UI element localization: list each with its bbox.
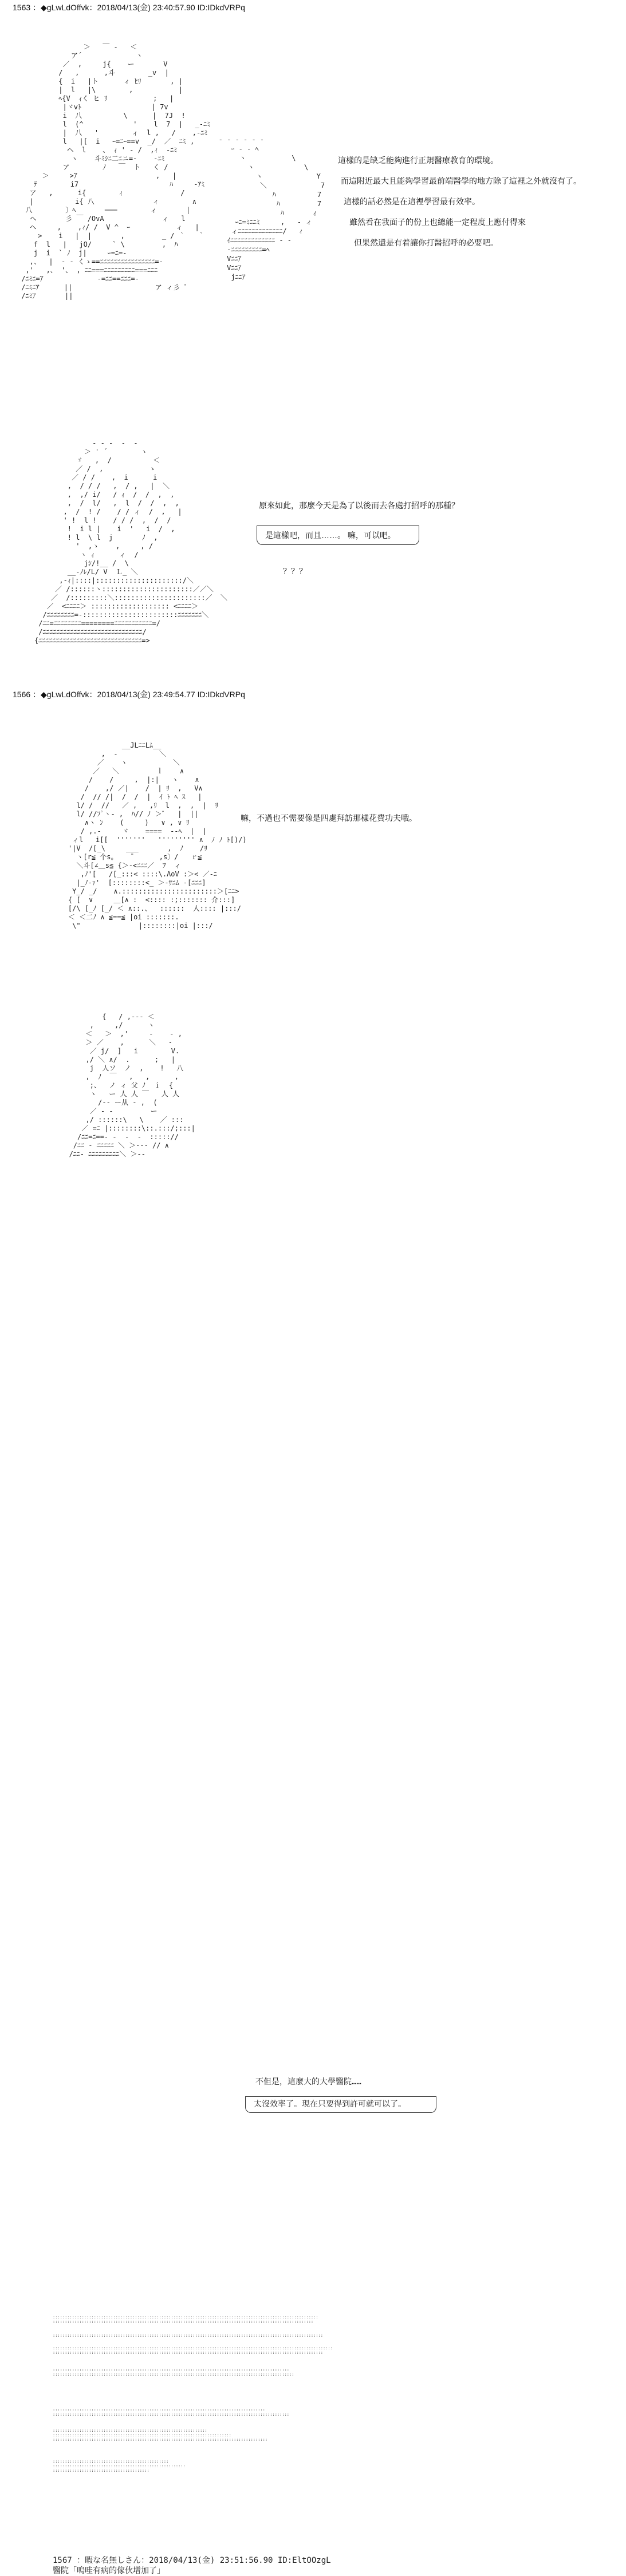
- post-4-text: 不但是，這麼大的大學醫院……: [255, 2077, 361, 2087]
- bubble-text: 是這樣吧，而且……。 嘛，可以吧。: [257, 526, 419, 545]
- post-1563-line-3: 這樣的話必然是在這裡學習最有效率。: [344, 197, 480, 206]
- speech-bubble-1: [257, 526, 419, 545]
- ascii-art-character-1: ＞ ￣ ‐ ＜ ア´ ヽ ／ , j{ ー V / , ,斗 _v | { i |ト ィ ﾋﾘ , | | l |\ , | ﾍ{V ｨく ヒ ﾘ ; | |ヾvﾄ | 7v i 八 \ | 7J ! l (^ ' l 7 | _-ﾆﾐ | 八 ' ィ l , / ,‐ﾆﾐ l |[ i ｰ=ﾆｰ==v _/ ／ ﾆﾐ , ヘ l 、 ｨ ' ‐ / ,ｨ ‐ﾆﾐ ヽ 斗ﾐｼﾆ二ﾆニ=‐ ‐ﾆﾐ ア ﾉ ￣ ト く / ＞ >ｱ , | ﾃ i7 ﾊ ‐ｱﾐ ア , i{ ｨ / | i{ 八 ィ ∧ 八 〕ﾍ ─── ィ | ヘ 彡 ￣ /OvA ィ l ヘ , ,ｨ/ / V ^ ｰ ィ | > i | | , _ / ｀ ｀ f l | jO/ ` \ , ﾊ j i ` ﾉ j| ｰ=ﾆ=‐ ,、 | ‐ ‐ くゝ==ﾆﾆﾆﾆﾆﾆﾆﾆﾆﾆﾆﾆﾆﾆﾆﾆ=‐ ,' ,、 '、 , ﾆﾆ===ﾆﾆﾆﾆﾆﾆﾆﾆﾆ===ﾆﾆﾆ /ﾆﾐﾆ=ｱ ‐=ﾆﾆ==ﾆﾆﾆ=‐ /ﾆﾐﾆｱ || ア ィ彡 ﾞ /ﾆﾐｱ ||: [21, 43, 211, 300]
- post-1563-line-1: 這樣的是缺乏能夠進行正規醫療教育的環境。: [338, 156, 498, 165]
- filler-dots-7: :::::::::::::::::::::::::::::::::::::::::::::::: ::::::::::::::::::::::::::::::::::::::::::::::::::::::: ::::::::::::::::::::::::::::::::::::::::: [53, 2459, 186, 2473]
- filler-dots-4: :::::::::::::::::::::::::::::::::::::::::::::::::::::::::::::::::::::::::::::::::::::::::::::::::: ::::::::::::::::::::::::::::::::::::::::::::::::::::::::::::::::::::::::::::::::::::::::::::::::::::: [53, 2368, 294, 2377]
- speech-bubble-2: [245, 2096, 436, 2113]
- post-header-1563: 1563 ：◆gLwLdOffvk：2018/04/13(金) 23:40:57.90 ID:IDkdVRPq: [13, 3, 245, 12]
- ascii-art-character-1-right: ‐ ‐ ‐ ‐ ‐ ‐ ｰ ‐ ‐ ﾍ ヽ \ ヽ \ ヽ Y ＼ 7 ﾊ 7 ﾊ 7 ﾊ ｨ ｰﾆ=ﾐﾆﾆﾐ , ‐ ィ ィﾆﾆﾆﾆﾆﾆﾆﾆﾆﾆﾆﾆﾆ/ ｨ ｲﾆﾆﾆﾆﾆﾆﾆﾆﾆﾆﾆﾆﾆ ‐ ‐ ‐ﾆﾆﾆﾆﾆﾆﾆﾆﾆ=ﾍ Vﾆﾆｱ Vﾆﾆｱ jﾆﾆｱ: [218, 136, 325, 281]
- post-2-text: 原來如此，那麼今天是為了以後而去各處打招呼的那種？: [259, 501, 459, 510]
- post-1563-line-4: 雖然看在我面子的份上也總能一定程度上應付得來: [349, 218, 526, 227]
- filler-dots-6: :::::::::::::::::::::::::::::::::::::::::::::::::::::::::::::::: :::::::::::::::::::::::::::::::::::::::::::::::::::::::::::::::::::::::::: :::::::::::::::::::::::::::::::::::::::::::::::::::::::::::::::::::::::::::::::::::::::::: [53, 2428, 268, 2442]
- filler-dots-2: ::::::::::::::::::::::::::::::::::::::::::::::::::::::::::::::::::::::::::::::::::::::::::::::::::::::::::::::::: [53, 2333, 324, 2338]
- post-header-1566: 1566 ：◆gLwLdOffvk：2018/04/13(金) 23:49:54.77 ID:IDkdVRPq: [13, 690, 245, 699]
- post-1563-text: [338, 150, 581, 253]
- ascii-art-character-4: { / ,‐‐‐ ＜ , ,/ ヽ ＜ ＞ ,' ‐ ‐ , ＞ ／ , ＼ ‐ ／ j/ ] i V. ,/ ＼ ∧/ . ; | j 人ソ ノ , ! 八 , ﾉ ￣ , , , ;、 ノ ィ 父 ﾉ ｉ { ヽ ー 人 人 ￣ 人 人 /‐‐ ー从 ‐ , ( ／ ‐ ‐ ー ,/ ::::::\ \ ／ ::: ／ =ﾆ |::::::::\::.:::/;:::| /ﾆﾆ=ﾆ==‐ ‐ ‐ ‐ :::::// /ﾆﾆ ‐ ﾆﾆﾆﾆﾆ ＼ ＞‐‐‐ // ∧ /ﾆﾆ‐ ﾆﾆﾆﾆﾆﾆﾆﾆﾆ＼ ＞‐‐ 不但是，這麼大的大學醫院…… 太沒效率了。現在只要得到許可就可以了。 :::::::::::::::::::::::::::::::::::::::::::::::::::::::::::::::::::::::::::::::::::::::::::::::::::::::::::::: :::::::::::::::::::::::::::::::::::::::::::::::::::::::::::::::::::::::::::::::::::::::::::::::::::::::::::: :::::::::::::::::::::::::::::::::::::::::::::::::::::::::::::::::::::::::::::::::::::::::::::::::::::::::::::::: :::::::::::::::::::::::::::::::::::::::::::::::::::::::::::::::::::::::::::::::::::::::::::::::::::::::::::::::::::: :::::::::::::::::::::::::::::::::::::::::::::::::::::::::::::::::::::::::::::::::::::::::::::::::::::::::::::::: :::::::::::::::::::::::::::::::::::::::::::::::::::::::::::::::::::::::::::::::::::::::::::::::::: :::::::::::::::::::::::::::::::::::::::::::::::::::::::::::::::::::::::::::::::::::::::::::::::::::: :::::::::::::::::::::::::::::::::::::::::::::::::::::::::::::::::::::::::::::::::::::::: :::::::::::::::::::::::::::::::::::::::::::::::::::::::::::::::::::::::::::::::::::::::::::::::::: :::::::::::::::::::::::::::::::::::::::::::::::::::::::::::::::: :::::::::::::::::::::::::::::::::::::::::::::::::::::::::::::::::::::::::: ::::::::::::::::::::::::::::::::::::::::::::::::::::::::::::::::::::::::::::::::::::::::: :::::::::::::::::::::::::::::::::::::::::::::::: ::::::::::::::::::::::::::::::::::::::::::::::::::::::: :::::::::::::::::::::::::::::::::::::::: 1567 ：暇な名無しさん：2018/04/13(金) 23:51:56.90 ID:EltOOzgL 醫院「嗚哇有病的傢伙增加了」: [40, 1004, 195, 1339]
- post-3-text: 嘛，不過也不需要像是四處拜訪那樣花費功夫哦。: [241, 813, 417, 823]
- post-1567-body: 醫院「嗚哇有病的傢伙增加了」: [53, 2566, 165, 2575]
- post-1563-line-2: 而這附近最大且能夠學習最前端醫學的地方除了這裡之外就沒有了。: [341, 176, 581, 185]
- ascii-art-character-2: ‐ ‐ ‐ ‐ ‐ ＞ ' ´ ヽ ゞ , / ＜ ／ / , ゝ ／ / / , i i , / / / , / , | ＼ , ,/ i/ / ｨ / / , , , / l/ , l / / , , , / ! / / / ィ / , | ' ! l ! / / / , / / ! i l | i ' i / , ! l \ l j ﾉ , ' ,ゝ , , / ヽ ｨ ィ / jｼ/!__ / \ __‐ﾉﾚ/L/ V Ｌ_ ＼ ,-ｨ|::::|:::::::::::::::::::::/＼ ／ /::::::ヽ::::::::::::::::::::::／／＼ ／ /:::::::::＼::::::::::::::::::::::／ ＼ ／ <ﾆﾆﾆﾆ＞ ::::::::::::::::::: <ﾆﾆﾆﾆ＞ /ﾆﾆﾆﾆﾆﾆﾆﾆ=‐:::::::::::::::::::::::ﾆﾆﾆﾆﾆﾆﾆ＼ /ﾆﾆ=ﾆﾆﾆﾆﾆﾆﾆﾆ========ﾆﾆﾆﾆﾆﾆﾆﾆﾆﾆﾆ=/ /ﾆﾆﾆﾆﾆﾆﾆﾆﾆﾆﾆﾆﾆﾆﾆﾆﾆﾆﾆﾆﾆﾆﾆﾆﾆﾆﾆﾆﾆ/ {ﾆﾆﾆﾆﾆﾆﾆﾆﾆﾆﾆﾆﾆﾆﾆﾆﾆﾆﾆﾆﾆﾆﾆﾆﾆﾆﾆﾆﾆﾆ=>: [34, 439, 227, 645]
- filler-dots-1: :::::::::::::::::::::::::::::::::::::::::::::::::::::::::::::::::::::::::::::::::::::::::::::::::::::::::::::: ::::::::::::::::::::::::::::::::::::::::::::::::::::::::::::::::::::::::::::::::::::::::::::::::::::::::::::: [53, 2315, 318, 2324]
- filler-dots-3: :::::::::::::::::::::::::::::::::::::::::::::::::::::::::::::::::::::::::::::::::::::::::::::::::::::::::::::::::::: ::::::::::::::::::::::::::::::::::::::::::::::::::::::::::::::::::::::::::::::::::::::::::::::::::::::::::::::::: [53, 2346, 333, 2355]
- question-marks: ？？？: [283, 567, 307, 576]
- ascii-art-character-3: __JLﾆﾆLﾑ__ , ‐ ＼ ／ ヽ ＼ ／ ＼ ｌ ∧ / / , |:| ヽ ∧ / ,/ ／| / | ﾘ , V∧ / // /| / / | ｲ ﾄ ﾍ ｽ | l/ / // ／ , ,ﾘ l , , | ﾘ l/ //ﾌﾟヽ‐ , ﾊ// ﾉ ＞ﾞ | || ∧ヽ ﾝ ( ) ∨ , ∨ ﾘ / ,.‐ ヾ ==== ‐‐ﾍ | | ィl i[[ ''''''' ''''''''' ∧ ﾉ ﾉ ﾄ[)/) '|V /[_\ ___ , ﾉ /ﾘ ヽ[r≦ 个s。 ̄ ,s〕/ ｒ≦ ＼斗[∠＿s≦ {＞‐<ﾆﾆﾆ／ ﾌ ィ ,ﾉ'[ /[_:::< ::::\.ΛoV :＞< ／‐ﾆ |_ﾉ‐ｧ' [::::::::<_ ＞‐ｻﾆﾑ ‐[ﾆﾆﾆ] Y_/ _/ ∧.:::::::::::::::::::::::＞[ﾆﾆ> { [ ∨ ＿[∧ : <:::: :;::::::: 介:::] [/\ [_ﾉ [_/ ＜ ∧::.、 :::::: 人:::: |:::/ ＜ ＜二ﾉ ∧ ≦==≦ |oi :::::::. \" |::::::::|oi |:::/: [68, 741, 247, 930]
- post-header-1567: 1567 ：暇な名無しさん：2018/04/13(金) 23:51:56.90 ID:EltOOzgL: [53, 2556, 331, 2565]
- filler-dots-5: :::::::::::::::::::::::::::::::::::::::::::::::::::::::::::::::::::::::::::::::::::::::: ::::::::::::::::::::::::::::::::::::::::::::::::::::::::::::::::::::::::::::::::::::::::::::::::::: [53, 2408, 290, 2417]
- bubble-text: 太沒效率了。現在只要得到許可就可以了。: [245, 2097, 436, 2113]
- post-1563-line-5: 但果然還是有着讓你打醫招呼的必要吧。: [354, 238, 498, 247]
